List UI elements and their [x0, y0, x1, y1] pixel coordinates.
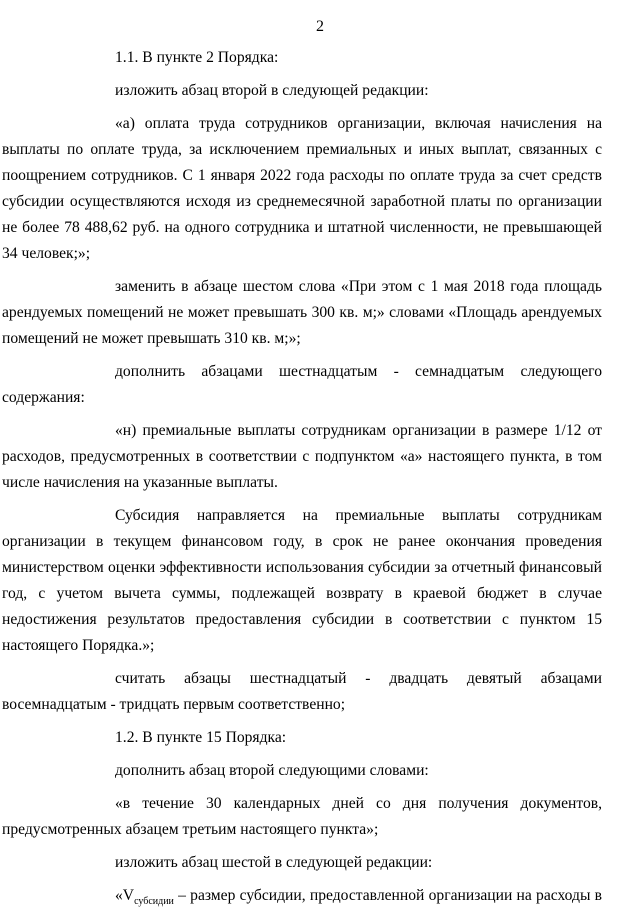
formula-definition: – размер субсидии, предоставленной организации на расходы в — [173, 887, 602, 904]
document-body — [2, 45, 602, 915]
page-number: 2 — [316, 18, 324, 35]
paragraph-1-2-heading: 1.2. В пункте 15 Порядка: — [115, 729, 287, 746]
paragraph-replace-first-line: заменить в абзаце шестом слова «При этом с 1 мая 2018 года площадь — [115, 278, 602, 295]
paragraph-instruction-2: дополнить абзац второй следующими словами: — [115, 762, 429, 779]
paragraph-add-first-line: дополнить абзацами шестнадцатым - семнадцатым следующего — [115, 363, 602, 380]
paragraph-1-1-heading: 1.1. В пункте 2 Порядка: — [115, 49, 279, 66]
paragraph-within-days-first-line: «в течение 30 календарных дней со дня получения документов, — [115, 795, 602, 812]
paragraph-n-body: расходов, предусмотренных в соответствии с подпунктом «а» настоящего пункта, в том числе начисления на указанные выплаты. — [2, 448, 602, 491]
paragraph-renumber-first-line: считать абзацы шестнадцатый - двадцать девятый абзацами — [115, 670, 602, 687]
paragraph-add-body: содержания: — [2, 389, 85, 406]
formula-variable: «V — [115, 887, 135, 904]
paragraph-within-days-body: предусмотренных абзацем третьим настоящего пункта»; — [2, 821, 379, 838]
formula-subscript: субсидии — [134, 896, 174, 908]
paragraph-instruction-3: изложить абзац шестой в следующей редакции: — [115, 854, 433, 871]
paragraph-subsidy-body: организации в текущем финансовом году, в срок не ранее окончания проведения министерством оценки эффективности использования субсидии за отчетный финансовый год, с учетом вычета суммы, подлежащей возврату в краевой бюджет в случае недостижения результатов предоставления субсидии в соответствии с пунктом 15 настоящего Порядка.»; — [2, 533, 602, 654]
paragraph-subsidy-first-line: Субсидия направляется на премиальные выплаты сотрудникам — [115, 507, 602, 524]
paragraph-formula-line — [115, 883, 602, 915]
paragraph-replace-body: арендуемых помещений не может превышать 300 кв. м;» словами «Площадь арендуемых помещений не может превышать 310 кв. м;»; — [2, 304, 602, 347]
paragraph-n-first-line: «н) премиальные выплаты сотрудникам организации в размере 1/12 от — [115, 422, 602, 439]
paragraph-a-first-line: «а) оплата труда сотрудников организации, включая начисления на — [115, 115, 602, 132]
paragraph-a-body: выплаты по оплате труда, за исключением премиальных и иных выплат, связанных с поощрением сотрудников. С 1 января 2022 года расходы по оплате труда за счет средств субсидии осуществляются исходя из среднемесячной заработной платы по организации не более 78 488,62 руб. на одного сотрудника и штатной численности, не превышающей 34 человек;»; — [2, 141, 602, 262]
paragraph-instruction-1: изложить абзац второй в следующей редакции: — [115, 82, 429, 99]
paragraph-renumber-body: восемнадцатым - тридцать первым соответственно; — [2, 696, 346, 713]
